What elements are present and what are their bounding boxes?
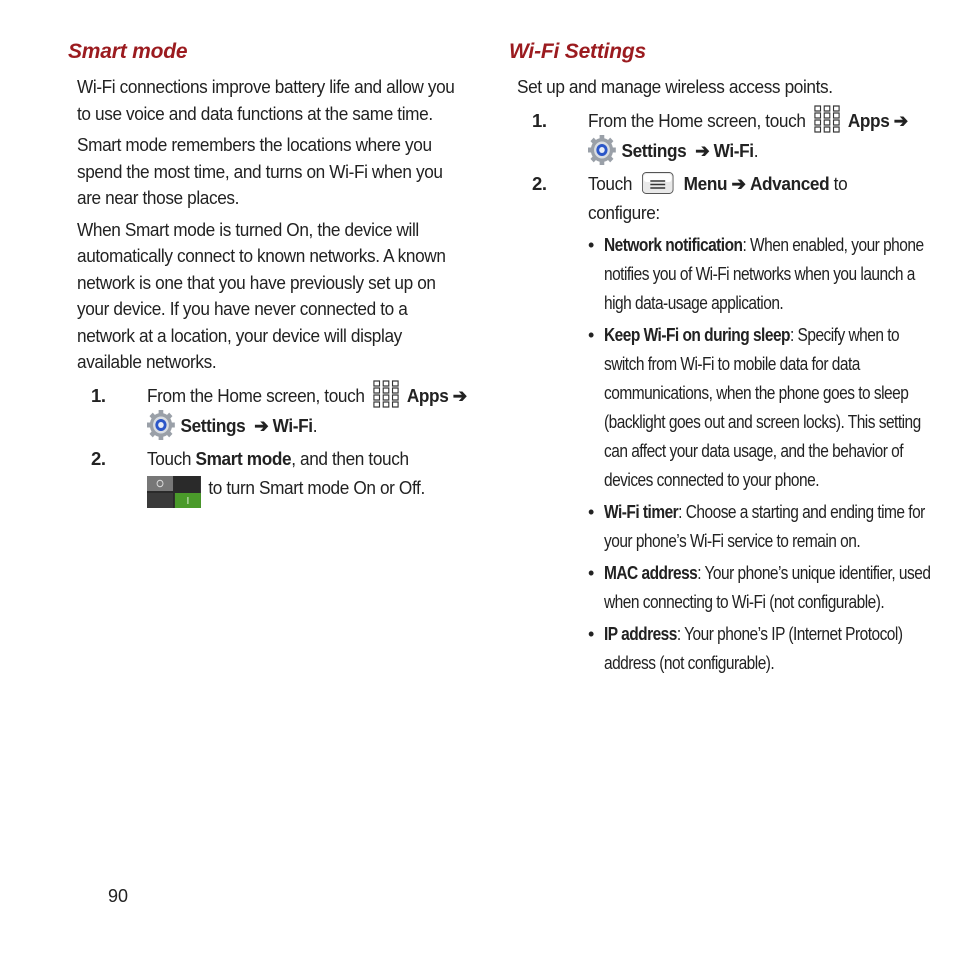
paragraph: When Smart mode is turned On, the device will automatically connect to known networks. A known network is one that you have previously set up on your device. If you have never connected to a network at a location, your device will display available networks.: [77, 218, 446, 372]
wifi-label: Wi-Fi: [272, 414, 313, 436]
menu-key-icon: [642, 172, 674, 194]
step-2: [532, 169, 929, 678]
apps-grid-icon: [814, 105, 840, 133]
step-text: Touch: [147, 447, 192, 469]
option-term: MAC address: [604, 562, 698, 583]
paragraph: Wi-Fi connections improve battery life and allow you to use voice and data functions at the same time.: [77, 76, 455, 124]
step-number: 2.: [91, 447, 106, 469]
option-term: Keep Wi-Fi on during sleep: [604, 324, 790, 345]
settings-label: Settings: [621, 139, 687, 161]
apps-label: Apps: [847, 109, 890, 131]
settings-gear-icon: [588, 135, 616, 165]
option-desc: : Specify when to switch from Wi-Fi to mobile data for data communications, when the phone goes to sleep (backlight goes out and screen locks). This setting can affect your data usage, and the behavior of devices connected to your phone.: [604, 324, 921, 490]
step-text: From the Home screen, touch: [588, 109, 806, 131]
settings-label: Settings: [180, 414, 246, 436]
apps-grid-icon: [373, 380, 399, 408]
smart-mode-label: Smart mode: [195, 447, 292, 469]
list-item: [588, 321, 929, 495]
arrow: ➔: [254, 414, 269, 436]
period: .: [753, 139, 759, 161]
list-item: [588, 559, 929, 617]
option-desc: : Your phone’s IP (Internet Protocol) address (not configurable).: [604, 623, 903, 673]
option-desc: : Choose a starting and ending time for your phone’s Wi-Fi service to remain on.: [604, 501, 925, 551]
step-1: [91, 381, 468, 442]
wifi-settings-heading: Wi-Fi Settings: [509, 40, 647, 63]
list-item: [588, 620, 929, 678]
step-1: [532, 106, 929, 167]
step-text: Touch: [588, 172, 633, 194]
wifi-settings-section: [509, 40, 929, 681]
period: .: [312, 414, 318, 436]
arrow: ➔: [893, 109, 908, 131]
step-text: , and then touch: [291, 447, 409, 469]
smart-mode-section: [68, 40, 468, 510]
step-2: [91, 444, 468, 508]
step-number: 1.: [532, 109, 547, 131]
list-item: [588, 231, 929, 318]
step-text: to turn Smart mode On or Off.: [208, 476, 425, 498]
option-term: Network notification: [604, 234, 743, 255]
configure-options-list: [588, 231, 929, 678]
settings-gear-icon: [147, 410, 175, 440]
page-number: 90: [108, 886, 129, 906]
toggle-switch-icon: [147, 476, 201, 508]
step-text: From the Home screen, touch: [147, 384, 365, 406]
option-desc: : When enabled, your phone notifies you of Wi-Fi networks when you launch a high data-usage application.: [604, 234, 924, 313]
advanced-label: Advanced: [749, 172, 830, 194]
apps-label: Apps: [406, 384, 449, 406]
step-text: to configure:: [588, 172, 848, 223]
arrow: ➔: [695, 139, 710, 161]
list-item: [588, 498, 929, 556]
option-term: Wi-Fi timer: [604, 501, 679, 522]
menu-label: Menu: [683, 172, 728, 194]
arrow: ➔: [452, 384, 467, 406]
smart-mode-heading: Smart mode: [68, 40, 188, 63]
arrow: ➔: [731, 172, 746, 194]
step-number: 1.: [91, 384, 106, 406]
step-number: 2.: [532, 172, 547, 194]
intro-paragraph: Set up and manage wireless access points.: [517, 76, 833, 97]
wifi-label: Wi-Fi: [713, 139, 754, 161]
paragraph: Smart mode remembers the locations where you spend the most time, and turns on Wi-Fi when you are near those places.: [77, 134, 443, 208]
option-term: IP address: [604, 623, 677, 644]
option-desc: : Your phone’s unique identifier, used when connecting to Wi-Fi (not configurable).: [604, 562, 931, 612]
